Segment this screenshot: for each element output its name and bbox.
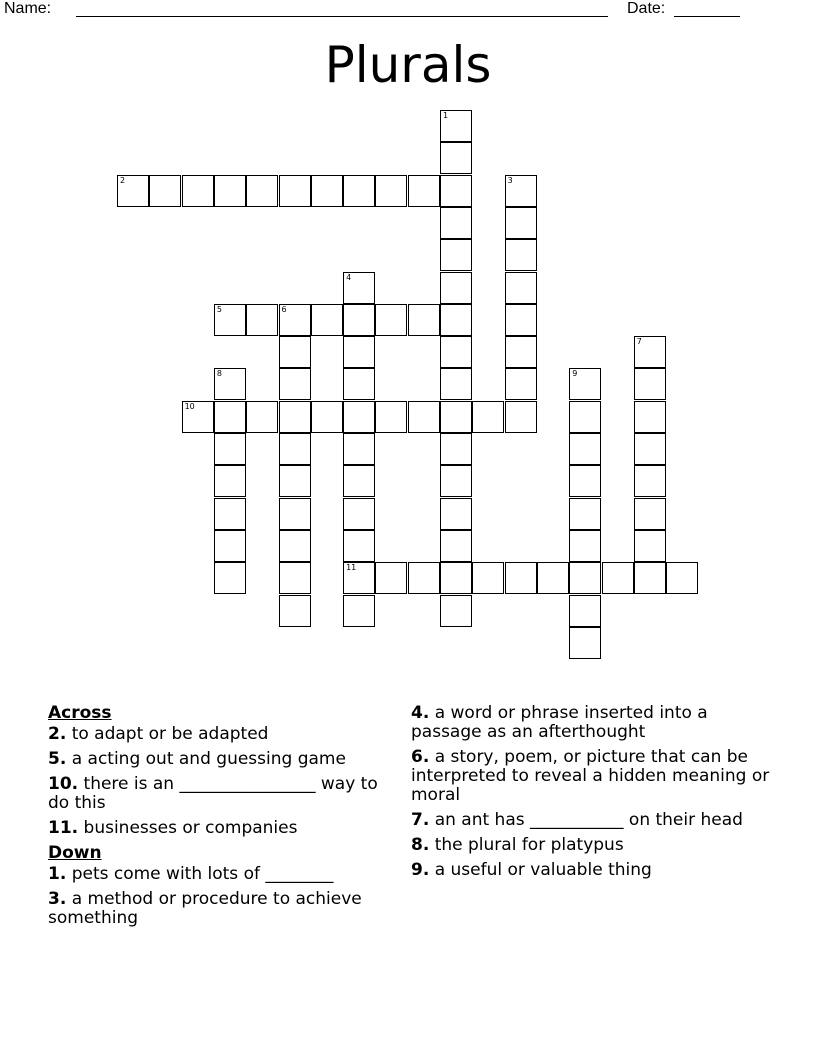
- down-clue-list-continued: [411, 704, 776, 880]
- clue-item-number: 3.: [48, 889, 67, 909]
- clue-item: [48, 750, 393, 769]
- crossword-cell[interactable]: [343, 304, 375, 336]
- crossword-cell[interactable]: [279, 595, 311, 627]
- clue-item-number: 6.: [411, 747, 430, 767]
- date-label: Date:: [627, 0, 666, 17]
- crossword-cell[interactable]: [279, 465, 311, 497]
- crossword-cell[interactable]: [279, 530, 311, 562]
- crossword-cell[interactable]: [440, 498, 472, 530]
- crossword-cell[interactable]: [505, 368, 537, 400]
- crossword-cell[interactable]: [214, 401, 246, 433]
- crossword-cell[interactable]: [279, 175, 311, 207]
- crossword-cell[interactable]: [343, 433, 375, 465]
- clue-item: [411, 811, 776, 830]
- across-heading: Across: [48, 703, 112, 723]
- crossword-cell[interactable]: [246, 175, 278, 207]
- clues-left-column: [48, 704, 393, 934]
- crossword-cell[interactable]: [440, 175, 472, 207]
- crossword-cell[interactable]: [279, 401, 311, 433]
- crossword-cell[interactable]: [279, 336, 311, 368]
- crossword-cell[interactable]: [505, 401, 537, 433]
- name-field[interactable]: [76, 16, 608, 17]
- crossword-cell[interactable]: [569, 465, 601, 497]
- crossword-cell[interactable]: [440, 110, 472, 142]
- clue-item-text: pets come with lots of ________: [66, 864, 334, 884]
- clue-item-text: businesses or companies: [78, 818, 298, 838]
- clue-item-text: the plural for platypus: [429, 835, 624, 855]
- crossword-cell[interactable]: [343, 465, 375, 497]
- crossword-cell[interactable]: [214, 368, 246, 400]
- crossword-cell[interactable]: [666, 562, 698, 594]
- crossword-cell[interactable]: [214, 530, 246, 562]
- clue-item-text: to adapt or be adapted: [66, 724, 269, 744]
- worksheet-header: [0, 0, 816, 24]
- clue-item-text: a word or phrase inserted into a passage as an afterthought: [411, 703, 708, 742]
- clue-number: 5: [216, 304, 222, 314]
- clue-item: [48, 865, 393, 884]
- crossword-cell[interactable]: [440, 595, 472, 627]
- crossword-cell[interactable]: [440, 368, 472, 400]
- crossword-cell[interactable]: [569, 498, 601, 530]
- clue-item-text: a acting out and guessing game: [66, 749, 346, 769]
- clue-item: [411, 748, 776, 805]
- crossword-cell[interactable]: [505, 175, 537, 207]
- crossword-cell[interactable]: [505, 272, 537, 304]
- crossword-cell[interactable]: [440, 401, 472, 433]
- clue-item: [411, 861, 776, 880]
- crossword-cell[interactable]: [279, 562, 311, 594]
- clue-item-text: an ant has ___________ on their head: [429, 810, 743, 830]
- clue-item-number: 7.: [411, 810, 430, 830]
- crossword-cell[interactable]: [214, 175, 246, 207]
- clue-item: [411, 704, 776, 742]
- clue-item-text: a useful or valuable thing: [429, 860, 652, 880]
- crossword-cell[interactable]: [569, 368, 601, 400]
- crossword-cell[interactable]: [440, 207, 472, 239]
- clue-item-number: 4.: [411, 703, 430, 723]
- crossword-cell[interactable]: [569, 627, 601, 659]
- crossword-cell[interactable]: [505, 562, 537, 594]
- crossword-cell[interactable]: [440, 239, 472, 271]
- crossword-cell[interactable]: [149, 175, 181, 207]
- crossword-cell[interactable]: [343, 272, 375, 304]
- crossword-cell[interactable]: [569, 562, 601, 594]
- crossword-cell[interactable]: [408, 401, 440, 433]
- crossword-cell[interactable]: [634, 562, 666, 594]
- clue-number: 11: [346, 563, 357, 573]
- crossword-cell[interactable]: [440, 304, 472, 336]
- crossword-cell[interactable]: [505, 207, 537, 239]
- clue-number: 1: [443, 111, 449, 120]
- crossword-cell[interactable]: [569, 530, 601, 562]
- clue-number: 8: [216, 369, 222, 379]
- crossword-cell[interactable]: [408, 562, 440, 594]
- crossword-cell[interactable]: [214, 562, 246, 594]
- clue-item: [48, 890, 393, 928]
- crossword-cell[interactable]: [343, 368, 375, 400]
- crossword-cell[interactable]: [246, 401, 278, 433]
- crossword-cell[interactable]: [279, 433, 311, 465]
- crossword-cell[interactable]: [214, 465, 246, 497]
- crossword-cell[interactable]: [440, 272, 472, 304]
- crossword-cell[interactable]: [440, 433, 472, 465]
- crossword-cell[interactable]: [117, 175, 149, 207]
- clue-item-number: 5.: [48, 749, 67, 769]
- clue-number: 10: [184, 401, 195, 411]
- crossword-cell[interactable]: [472, 401, 504, 433]
- crossword-cell[interactable]: [634, 401, 666, 433]
- clue-number: 2: [120, 175, 126, 185]
- clue-number: 3: [507, 175, 513, 185]
- crossword-cell[interactable]: [182, 401, 214, 433]
- crossword-cell[interactable]: [440, 336, 472, 368]
- crossword-cell[interactable]: [375, 175, 407, 207]
- crossword-cell[interactable]: [246, 304, 278, 336]
- crossword-cell[interactable]: [214, 433, 246, 465]
- crossword-cell[interactable]: [634, 465, 666, 497]
- crossword-cell[interactable]: [634, 498, 666, 530]
- crossword-cell[interactable]: [375, 562, 407, 594]
- date-field[interactable]: [674, 16, 740, 17]
- clue-item: [411, 836, 776, 855]
- page-title: Plurals: [324, 36, 492, 94]
- clue-item-number: 1.: [48, 864, 67, 884]
- crossword-cell[interactable]: [408, 175, 440, 207]
- down-clue-list: [48, 865, 393, 928]
- crossword-cell[interactable]: [279, 368, 311, 400]
- crossword-cell[interactable]: [343, 336, 375, 368]
- crossword-cell[interactable]: [440, 530, 472, 562]
- clue-item-number: 11.: [48, 818, 79, 838]
- crossword-cell[interactable]: [311, 304, 343, 336]
- crossword-cell[interactable]: [602, 562, 634, 594]
- clue-item-text: a method or procedure to achieve something: [48, 889, 362, 928]
- crossword-cell[interactable]: [440, 142, 472, 174]
- clue-item-number: 8.: [411, 835, 430, 855]
- crossword-cell[interactable]: [214, 498, 246, 530]
- crossword-cell[interactable]: [279, 304, 311, 336]
- crossword-cell[interactable]: [408, 304, 440, 336]
- crossword-cell[interactable]: [634, 433, 666, 465]
- crossword-cell[interactable]: [505, 304, 537, 336]
- down-heading: Down: [48, 843, 102, 863]
- clue-number: 7: [636, 337, 642, 347]
- clue-item-text: there is an ________________ way to do this: [48, 774, 378, 813]
- crossword-cell[interactable]: [440, 465, 472, 497]
- across-clue-list: [48, 725, 393, 838]
- crossword-cell[interactable]: [343, 530, 375, 562]
- crossword-cell[interactable]: [279, 498, 311, 530]
- crossword-cell[interactable]: [343, 562, 375, 594]
- clue-item: [48, 725, 393, 744]
- crossword-cell[interactable]: [440, 562, 472, 594]
- clue-item: [48, 819, 393, 838]
- crossword-cell[interactable]: [634, 336, 666, 368]
- crossword-cell[interactable]: [311, 401, 343, 433]
- crossword-cell[interactable]: [214, 304, 246, 336]
- crossword-cell[interactable]: [375, 304, 407, 336]
- crossword-cell[interactable]: [505, 336, 537, 368]
- crossword-cell[interactable]: [472, 562, 504, 594]
- crossword-cell[interactable]: [343, 595, 375, 627]
- crossword-cell[interactable]: [634, 368, 666, 400]
- crossword-cell[interactable]: [537, 562, 569, 594]
- clue-item: [48, 775, 393, 813]
- crossword-cell[interactable]: [569, 401, 601, 433]
- clue-item-number: 10.: [48, 774, 79, 794]
- crossword-cell[interactable]: [343, 498, 375, 530]
- crossword-cell[interactable]: [569, 595, 601, 627]
- clue-number: 4: [346, 272, 352, 282]
- clue-number: 9: [572, 369, 578, 379]
- clue-item-number: 2.: [48, 724, 67, 744]
- clue-number: 6: [281, 304, 287, 314]
- crossword-cell[interactable]: [375, 401, 407, 433]
- crossword-cell[interactable]: [634, 530, 666, 562]
- clue-item-text: a story, poem, or picture that can be interpreted to reveal a hidden meaning or moral: [411, 747, 770, 805]
- clues-right-column: [411, 704, 776, 886]
- crossword-cell[interactable]: [505, 239, 537, 271]
- name-label: Name:: [4, 0, 52, 17]
- crossword-cell[interactable]: [311, 175, 343, 207]
- crossword-cell[interactable]: [182, 175, 214, 207]
- clue-item-number: 9.: [411, 860, 430, 880]
- crossword-cell[interactable]: [343, 401, 375, 433]
- crossword-cell[interactable]: [569, 433, 601, 465]
- crossword-cell[interactable]: [343, 175, 375, 207]
